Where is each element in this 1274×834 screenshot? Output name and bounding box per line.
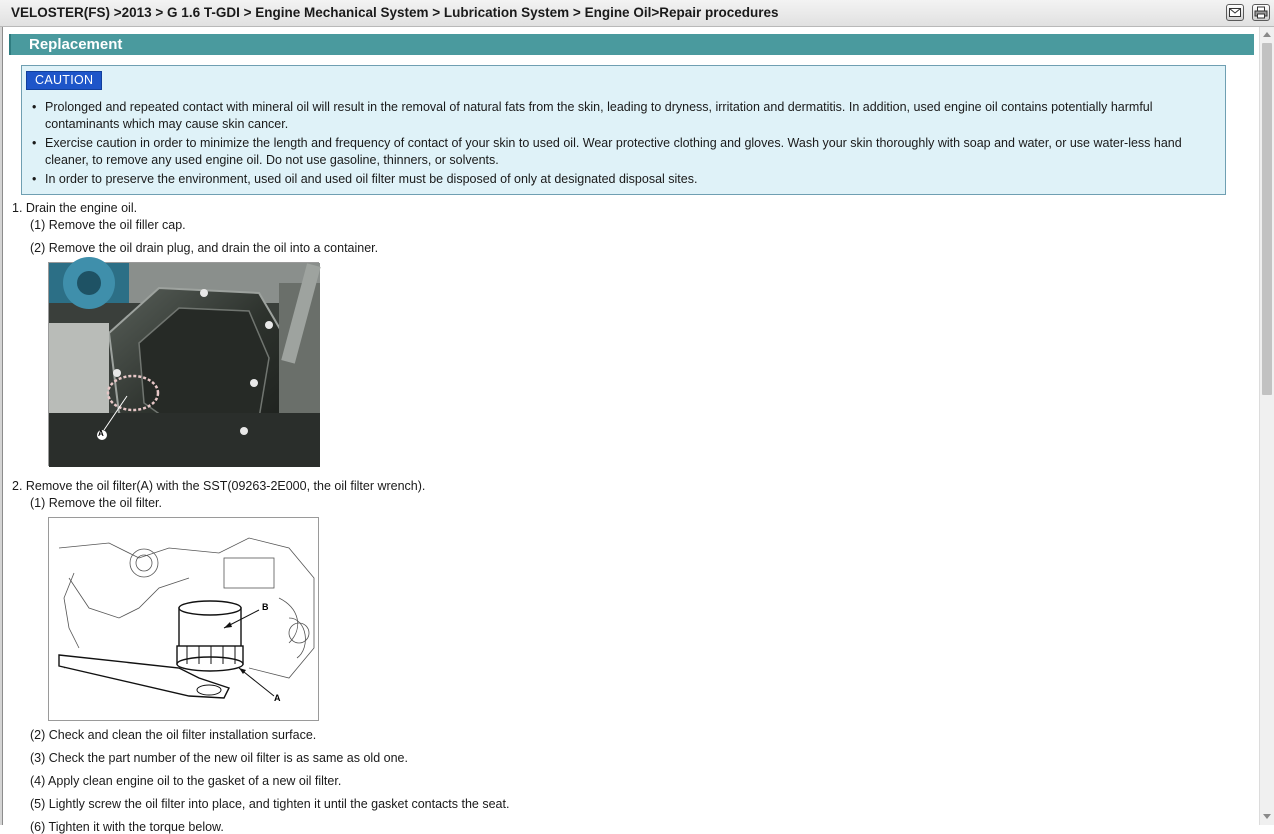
caution-box — [21, 65, 1226, 195]
print-button[interactable] — [1252, 4, 1270, 21]
step-2-substep-5: (5) Lightly screw the oil filter into place, and tighten it until the gasket contacts the seat. — [30, 797, 510, 811]
oil-drain-plug-photo — [48, 262, 319, 466]
step-2-substep-4: (4) Apply clean engine oil to the gasket of a new oil filter. — [30, 774, 342, 788]
scroll-down-arrow-icon[interactable] — [1263, 814, 1271, 819]
section-header — [9, 34, 1254, 55]
scroll-up-arrow-icon[interactable] — [1263, 32, 1271, 37]
callout-b: B — [262, 602, 269, 612]
oil-filter-diagram — [48, 517, 319, 721]
step-2-substep-2: (2) Check and clean the oil filter installation surface. — [30, 728, 317, 742]
window-frame — [0, 27, 3, 825]
scrollbar-thumb[interactable] — [1262, 43, 1272, 395]
step-2-substep-3: (3) Check the part number of the new oil filter is as same as old one. — [30, 751, 408, 765]
step-1-substep-2: (2) Remove the oil drain plug, and drain the oil into a container. — [30, 241, 379, 255]
step-2-label: 2. Remove the oil filter(A) with the SST(09263-2E000, the oil filter wrench). — [12, 479, 426, 493]
caution-item: • In order to preserve the environment, used oil and used oil filter must be disposed of only at designated disposal sites. — [32, 171, 1217, 188]
step-2-substep-6: (6) Tighten it with the torque below. — [30, 820, 224, 834]
vertical-scrollbar[interactable] — [1259, 27, 1274, 825]
document-content — [4, 28, 1258, 834]
step-1-label: 1. Drain the engine oil. — [12, 201, 138, 215]
caution-label: CAUTION — [26, 71, 102, 90]
caution-item: • Prolonged and repeated contact with mineral oil will result in the removal of natural fats from the skin, leading to dryness, irritation and dermatitis. In addition, used engine oil contains potentially harmful contaminants which may cause skin cancer. — [32, 99, 1217, 133]
step-1-substep-1: (1) Remove the oil filler cap. — [30, 218, 186, 232]
title-bar — [0, 0, 1274, 27]
section-title: Replacement — [29, 36, 123, 53]
caution-item: • Exercise caution in order to minimize the length and frequency of contact of your skin to used oil. Wear protective clothing and gloves. Wash your skin thoroughly with soap and water, or use water-less hand cleaner, to remove any used engine oil. Do not use gasoline, thinners, or solvents. — [32, 135, 1217, 169]
mail-button[interactable] — [1226, 4, 1244, 21]
callout-a: A — [274, 693, 281, 703]
step-2-substep-1: (1) Remove the oil filter. — [30, 496, 162, 510]
callout-a: A — [98, 429, 104, 438]
breadcrumb: VELOSTER(FS) >2013 > G 1.6 T-GDI > Engine Mechanical System > Lubrication System > Engine Oil>Repair procedures — [11, 5, 779, 20]
caution-list — [32, 99, 1217, 190]
